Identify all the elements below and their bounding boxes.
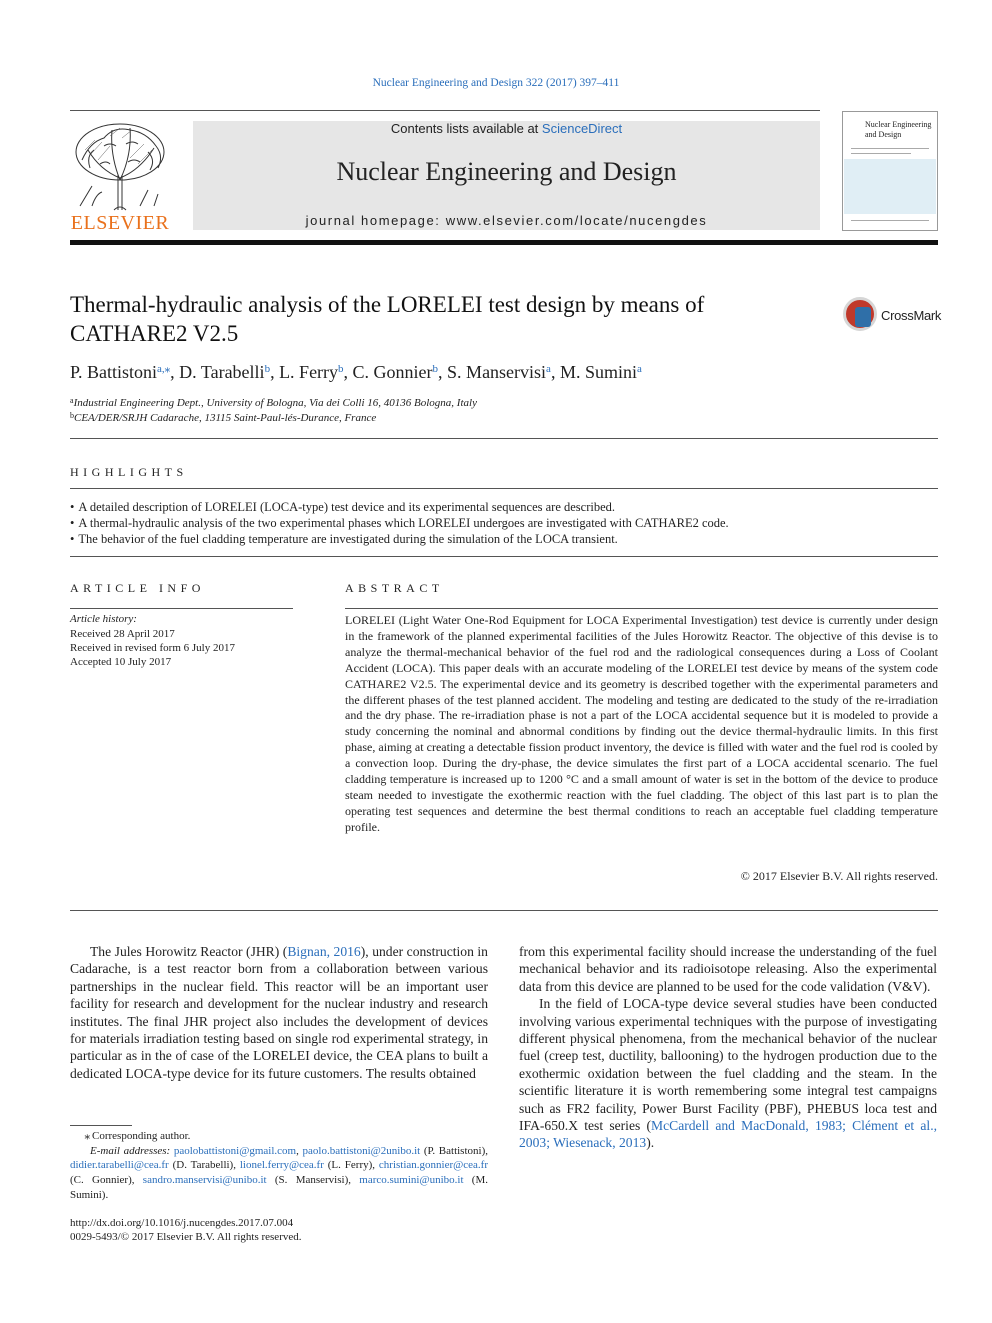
body-paragraph: from this experimental facility should increase the understanding of the fuel mechanical behavior and its radioisotope releasing. Also the experimental data from this device are planned to be used for the code validation (V&V).	[519, 944, 937, 994]
journal-title: Nuclear Engineering and Design	[336, 157, 677, 186]
sciencedirect-link[interactable]: ScienceDirect	[541, 121, 623, 136]
history-heading: Article history:	[70, 613, 137, 625]
author[interactable]: C. Gonnier$^b$	[352, 362, 439, 382]
author[interactable]: D. Tarabelli$^b$	[179, 362, 271, 382]
highlight-item: • A detailed description of LORELEI (LOCA-type) test device and its experimental sequences are described.	[70, 500, 938, 515]
article-info-heading: ARTICLE INFO	[70, 581, 205, 595]
author[interactable]: M. Sumini$^a$	[559, 362, 642, 382]
journal-reference[interactable]: Nuclear Engineering and Design 322 (2017) 397–411	[372, 77, 620, 89]
cover-rule	[851, 148, 929, 149]
highlight-item: • A thermal-hydraulic analysis of the two experimental phases which LORELEI undergoes are investigated with CATHARE2 code.	[70, 516, 938, 531]
email-link[interactable]: paolobattistoni@gmail.com	[173, 1144, 297, 1157]
affiliation: $^b$CEA/DER/SRJH Cadarache, 13115 Saint-Paul-lés-Durance, France	[70, 411, 377, 424]
footnote-rule	[70, 1125, 132, 1126]
citation-link[interactable]: McCardell and MacDonald, 1983; Clément et al., 2003; Wiesenack, 2013	[519, 1118, 937, 1151]
elsevier-logo[interactable]	[70, 120, 170, 235]
crossmark-label: CrossMark	[881, 308, 942, 323]
author[interactable]: L. Ferry$^b$	[279, 362, 344, 382]
highlight-item: • The behavior of the fuel cladding temperature are investigated during the simulation of the LOCA transient.	[70, 532, 938, 547]
abstract-rule	[345, 608, 938, 609]
journal-cover-thumbnail[interactable]	[842, 111, 938, 231]
cover-title: Nuclear Engineering and Design	[865, 120, 932, 139]
abstract-heading: ABSTRACT	[345, 581, 444, 595]
abstract-text: LORELEI (Light Water One-Rod Equipment for LOCA Experimental Investigation) test device is currently under design in the framework of the planned experimental facilities of the Jules Horowitz Reactor. The objective of this devise is to analyze the thermal-mechanical behavior of the fuel rod and the radiological consequences during a Loss of Coolant Accident (LOCA). This paper deals with an accurate modeling of the LORELEI test device by means of the system code CATHARE2 V2.5. The experimental device and its geometry is described together with the experimental parameters and the different phases of the test planned accident. The modeling and testing are dedicated to the study of the re-irradiation and the dry phase. The re-irradiation phase is not a part of the LOCA accidental sequence but it is modeled to provide a study concerning the nominal and abnormal conditions by finding out the device thermal-hydraulic limits. In this first phase, aiming at creating a detectable fission product inventory, the device is filled with water and the fuel rod is cooled by a convection loop. During the dry-phase, the device simulates the first part of a LOCA accidental scenario. The fuel cladding temperature is increased up to 1200 °C and a small amount of water is set in the bottom of the device to produce steam needed to investigate the exothermic reaction with the fuel cladding. The object of this last part is to plan the operating test sequences and determine the best thermal conditions to reach an acceptable fuel cladding temperature profile.	[345, 613, 938, 834]
cover-rule	[851, 220, 929, 221]
history-received: Received 28 April 2017	[70, 628, 175, 640]
email-link[interactable]: marco.sumini@unibo.it	[359, 1174, 464, 1187]
corresponding-author-footnote: ⁎ Corresponding author. E-mail addresses: paolobattistoni@gmail.com, paolo.battistoni@2unibo.it (P. Battistoni), didier.tarabelli@cea.fr (D. Tarabelli), lionel.ferry@cea.fr (L. Ferry), christian.gonnier@cea.fr (C. Gonnier), sandro.manservisi@unibo.it (S. Manservisi), marco.sumini@unibo.it (M. Sumini).	[70, 1130, 488, 1201]
email-link[interactable]: sandro.manservisi@unibo.it	[142, 1174, 267, 1187]
contents-line	[193, 121, 820, 136]
body-paragraph: The Jules Horowitz Reactor (JHR) (Bignan, 2016), under construction in Cadarache, is a test reactor born from a collaboration between various partnerships in the nuclear field. This reactor will be an important user facility for research and development for the nuclear industry and research institutes. The final JHR project also includes the development of devices for materials irradiation testing based on single rod experimental strategy, in particular as in the of case of the LORELEI device, the CEA plans to built a dedicated LOCA-type device for its future customers. The results obtained	[70, 944, 488, 1081]
email-link[interactable]: christian.gonnier@cea.fr	[378, 1159, 488, 1172]
top-rule	[70, 110, 820, 111]
journal-homepage[interactable]: journal homepage: www.elsevier.com/locate/nucengdes	[305, 213, 708, 228]
elsevier-tree-icon	[70, 120, 170, 212]
section-rule	[70, 910, 938, 911]
author-list: P. Battistoni$^{a,⁎}$, D. Tarabelli$^b$, L. Ferry$^b$, C. Gonnier$^b$, S. Manservisi$^a$, M. Sumini$^a$	[70, 362, 642, 382]
body-column-left	[70, 943, 488, 1082]
history-accepted: Accepted 10 July 2017	[70, 656, 172, 668]
author[interactable]: S. Manservisi$^a$	[447, 362, 551, 382]
copyright-notice: © 2017 Elsevier B.V. All rights reserved.	[740, 869, 938, 883]
cover-band	[844, 159, 936, 214]
email-link[interactable]: lionel.ferry@cea.fr	[239, 1159, 324, 1172]
section-rule	[70, 438, 938, 439]
section-rule	[70, 488, 938, 489]
crossmark-badge[interactable]	[843, 297, 943, 337]
section-rule	[70, 556, 938, 557]
doi-link[interactable]: http://dx.doi.org/10.1016/j.nucengdes.2017.07.004	[70, 1217, 294, 1229]
email-link[interactable]: paolo.battistoni@2unibo.it	[302, 1144, 421, 1157]
crossmark-icon	[843, 297, 877, 331]
elsevier-wordmark: ELSEVIER	[70, 212, 170, 234]
cover-rule	[851, 153, 911, 154]
email-link[interactable]: didier.tarabelli@cea.fr	[70, 1159, 169, 1172]
citation-link[interactable]: Bignan, 2016	[287, 944, 361, 959]
issn-line: 0029-5493/© 2017 Elsevier B.V. All rights reserved.	[70, 1231, 302, 1243]
highlights-heading: HIGHLIGHTS	[70, 465, 188, 479]
affiliation: $^a$Industrial Engineering Dept., University of Bologna, Via dei Colli 16, 40136 Bologna, Italy	[70, 396, 477, 409]
header-divider	[70, 240, 938, 245]
body-paragraph: In the field of LOCA-type device several studies have been conducted involving various experimental techniques with the purpose of investigating different physical phenomena, from the mechanical behavior of the nuclear fuel (creep test, ductility, ballooning) to the hydrogen production due to the exothermic oxidation between the fuel cladding and the steam. In the scientific literature it is worth remembering some integral test campaigns such as FR2 facility, Power Burst Facility (PBF), PHEBUS loca test and IFA-650.X test series (McCardell and MacDonald, 1983; Clément et al., 2003; Wiesenack, 2013).	[519, 996, 937, 1151]
contents-prefix: Contents lists available at	[390, 121, 539, 136]
body-column-right	[519, 943, 937, 1152]
history-revised: Received in revised form 6 July 2017	[70, 642, 235, 654]
author[interactable]: P. Battistoni$^{a,⁎}$	[70, 362, 171, 382]
article-title: Thermal-hydraulic analysis of the LORELEI test design by means of CATHARE2 V2.5	[70, 292, 705, 346]
article-info-rule	[70, 608, 293, 609]
